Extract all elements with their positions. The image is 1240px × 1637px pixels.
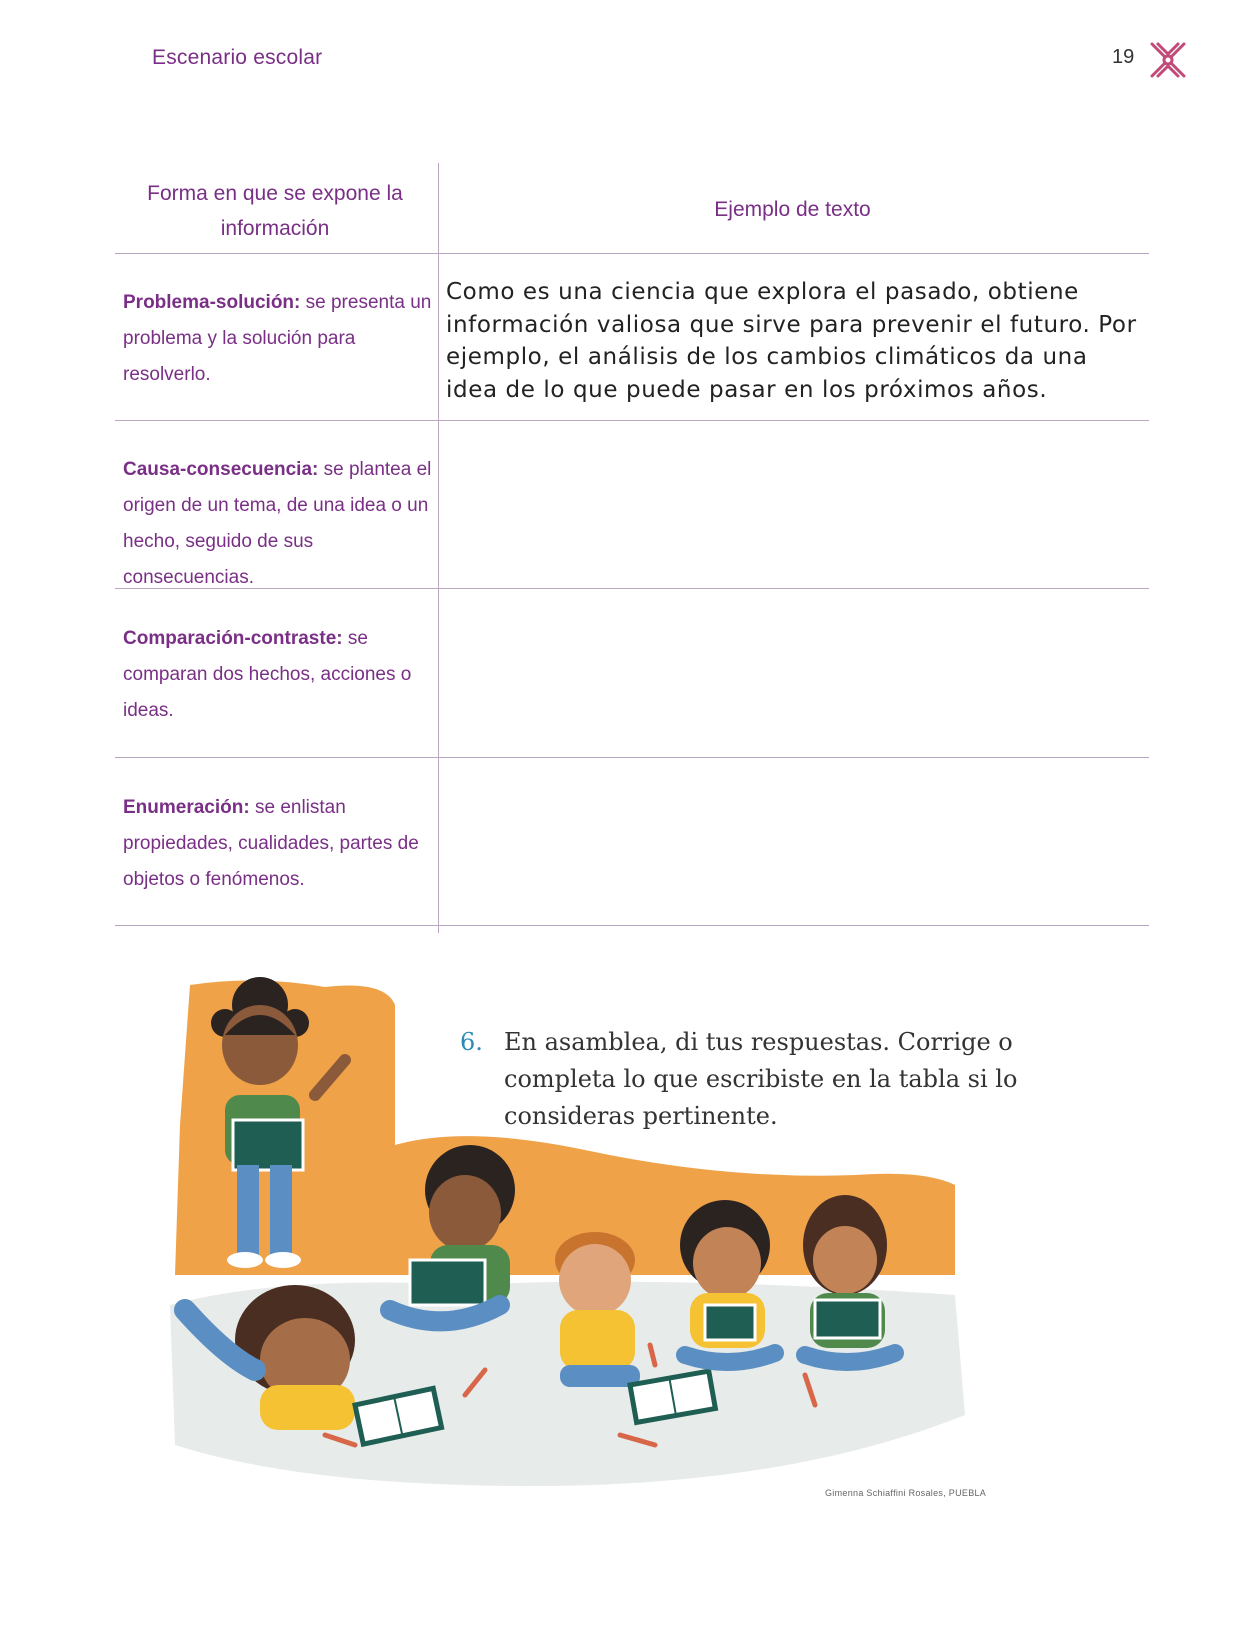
page-number: 19	[1112, 46, 1135, 68]
instruction-number: 6.	[460, 1028, 483, 1056]
header-title: Escenario escolar	[152, 46, 323, 69]
row-label	[123, 790, 433, 898]
instruction-6	[460, 1024, 1020, 1135]
emblem-icon	[1148, 40, 1188, 80]
row-desc: se plantea el origen de un tema, de una idea o un hecho, seguido de sus consecuencias.	[123, 459, 432, 588]
row-label	[123, 621, 433, 729]
row-desc: se presenta un problema y la solución para resolverlo.	[123, 292, 432, 385]
example-text: Como es una ciencia que explora el pasado, obtiene información valiosa que sirve para prevenir el futuro. Por ejemplo, el análisis de los cambios climáticos da una idea de lo que puede pasar en los próximos años.	[446, 279, 1137, 403]
instruction-text: En asamblea, di tus respuestas. Corrige o completa lo que escribiste en la tabla si lo consideras pertinente.	[504, 1028, 1018, 1130]
row-divider	[115, 420, 1149, 421]
row-desc: se enlistan propiedades, cualidades, partes de objetos o fenómenos.	[123, 797, 419, 890]
row-divider	[115, 757, 1149, 758]
col1-header: Forma en que se expone la información	[147, 182, 403, 240]
row-label	[123, 452, 433, 596]
col2-header: Ejemplo de texto	[714, 198, 871, 221]
row-divider	[115, 253, 1149, 254]
row-term: Causa-consecuencia:	[123, 459, 319, 480]
illustration-credit: Gimenna Schiaffini Rosales, PUEBLA	[825, 1488, 987, 1498]
row-term: Comparación-contraste:	[123, 628, 343, 649]
row-desc: se comparan dos hechos, acciones o ideas.	[123, 628, 412, 721]
row-term: Enumeración:	[123, 797, 250, 818]
row-term: Problema-solución:	[123, 292, 301, 313]
row-label	[123, 285, 433, 393]
row-divider	[115, 925, 1149, 926]
column-divider	[438, 163, 439, 933]
